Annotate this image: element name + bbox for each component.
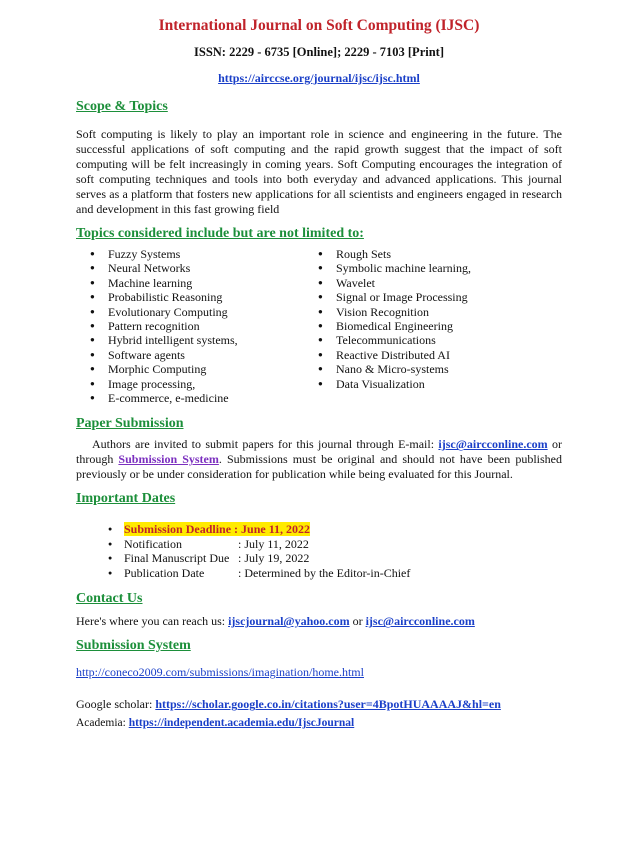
journal-url-link[interactable]: https://airccse.org/journal/ijsc/ijsc.html (218, 71, 420, 85)
journal-flyer (0, 16, 638, 842)
topics-heading: Topics considered include but are not limited to: (76, 226, 364, 241)
topics-list (76, 247, 562, 405)
academia-link[interactable]: https://independent.academia.edu/IjscJournal (128, 717, 355, 730)
contact-text (76, 614, 562, 629)
submission-heading: Paper Submission (76, 416, 184, 432)
topic-item: ● Hybrid intelligent systems, (84, 333, 312, 347)
date-label: Final Manuscript Due (124, 551, 230, 566)
academia-label: Academia: (76, 717, 129, 730)
topic-item: ● Vision Recognition (312, 305, 471, 319)
topic-item: ● Signal or Image Processing (312, 290, 471, 304)
system-heading: Submission System (76, 638, 191, 654)
date-value: : July 19, 2022 (238, 551, 310, 566)
submission-text-part1: Authors are invited to submit papers for this journal through E-mail: (92, 437, 435, 452)
submission-system-link[interactable]: Submission System (118, 452, 219, 467)
date-label: Notification (124, 536, 182, 551)
scholar-label: Google scholar: (76, 697, 156, 712)
date-item (104, 566, 562, 581)
date-item (104, 537, 562, 552)
contact-heading: Contact Us (76, 591, 143, 607)
topic-item: ● Wavelet (312, 276, 471, 290)
date-value: : Determined by the Editor-in-Chief (238, 565, 411, 580)
topics-right-column (312, 247, 471, 405)
topic-item: ● Rough Sets (312, 247, 471, 261)
submission-text-part2: or through (76, 437, 563, 467)
topic-item: ● Reactive Distributed AI (312, 348, 471, 362)
submission-text-part3: . Submissions must be original and should not have been published previously or be under consideration for publication while being evaluated for this Journal. (76, 452, 562, 482)
topic-item: ● Morphic Computing (84, 362, 312, 376)
submission-text (76, 437, 562, 482)
topic-item: ● Nano & Micro-systems (312, 362, 471, 376)
scholar-line (76, 697, 562, 712)
contact-or: or (349, 614, 366, 629)
issn-line: ISSN: 2229 - 6735 [Online]; 2229 - 7103 [Print] (194, 45, 444, 59)
scholar-link[interactable]: https://scholar.google.co.in/citations?user=4BpotHUAAAAJ&hl=en (155, 697, 501, 712)
date-item (104, 551, 562, 566)
topic-item: ● Telecommunications (312, 333, 471, 347)
topic-item: ● Pattern recognition (84, 319, 312, 333)
deadline-text: Submission Deadline : June 11, 2022 (124, 522, 311, 537)
topic-item: ● Symbolic machine learning, (312, 261, 471, 275)
journal-title: International Journal on Soft Computing (IJSC) (158, 17, 480, 34)
date-label: Publication Date (124, 565, 205, 580)
deadline-item (104, 522, 562, 537)
topic-item: ● Probabilistic Reasoning (84, 290, 312, 304)
dates-list (76, 522, 562, 580)
scope-text: Soft computing is likely to play an important role in science and engineering in the future. The successful applications of soft computing and the rapid growth suggest that the impact of soft computing will be felt increasingly in coming years. Soft Computing encourages the integration of soft computing techniques and tools into both everyday and advanced applications. This journal serves as a platform that fosters new applications for all scientists and engineers engaged in research and development in this fast growing field (76, 127, 562, 216)
topic-item: ● E-commerce, e-medicine (84, 391, 312, 405)
contact-email-airccse-link[interactable]: ijsc@aircconline.com (365, 614, 475, 629)
journal-url-line (76, 70, 562, 86)
topic-item: ● Machine learning (84, 276, 312, 290)
topic-item: ● Evolutionary Computing (84, 305, 312, 319)
submission-email-link[interactable]: ijsc@aircconline.com (438, 437, 548, 452)
topic-item: ● Biomedical Engineering (312, 319, 471, 333)
date-value: : July 11, 2022 (238, 536, 309, 551)
topic-item: ● Neural Networks (84, 261, 312, 275)
topic-item: ● Fuzzy Systems (84, 247, 312, 261)
topic-item: ● Software agents (84, 348, 312, 362)
topics-left-column (76, 247, 312, 405)
academia-line (76, 716, 562, 731)
dates-heading: Important Dates (76, 491, 176, 507)
topic-item: ● Data Visualization (312, 377, 471, 391)
scope-heading: Scope & Topics (76, 99, 168, 114)
contact-email-yahoo-link[interactable]: ijscjournal@yahoo.com (228, 614, 350, 629)
contact-text-prefix: Here's where you can reach us: (76, 614, 229, 629)
system-url-link[interactable]: http://coneco2009.com/submissions/imagination/home.html (76, 665, 364, 680)
system-url-line (76, 665, 562, 680)
topic-item: ● Image processing, (84, 377, 312, 391)
